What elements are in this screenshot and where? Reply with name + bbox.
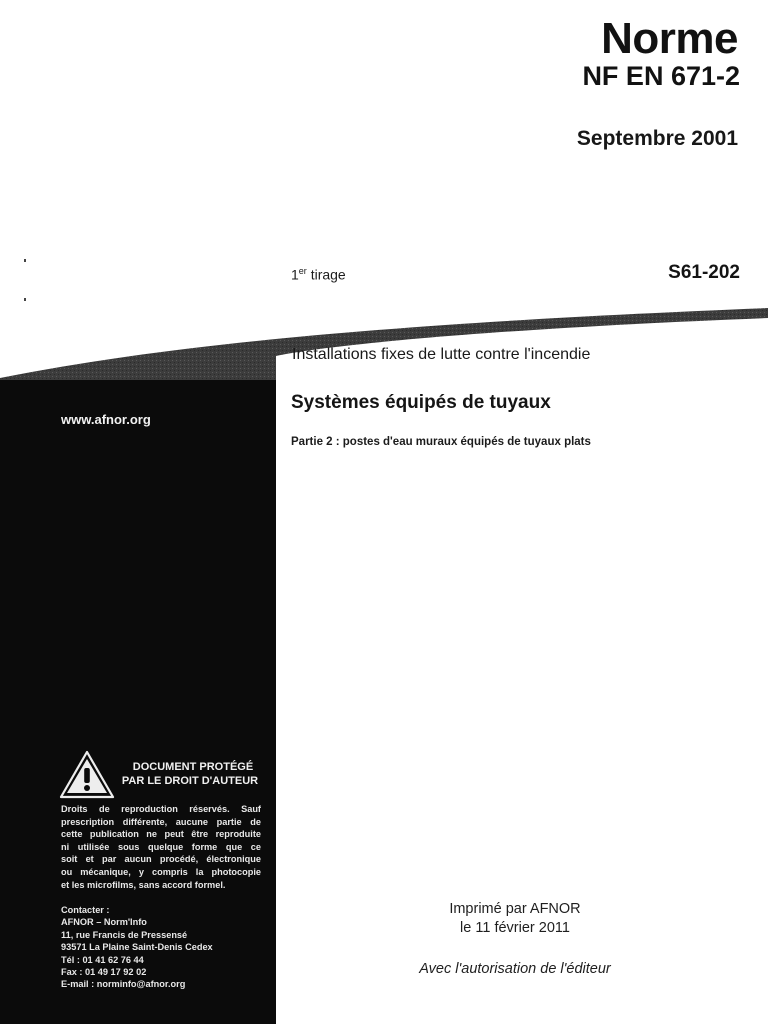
contact-email[interactable]: E-mail : norminfo@afnor.org <box>61 979 186 990</box>
copyright-notice: Droits de reproduction réservés. Sauf prescription différente, aucune partie de cette publication ne peut être reproduite ni utilisée sous quelque forme que ce soit et par aucun procédé, électronique ou mécanique, y compris la photocopie et les microfilms, sans accord formel. <box>61 804 261 890</box>
document-part: Partie 2 : postes d'eau muraux équipés de tuyaux plats <box>291 436 591 448</box>
subject-category: Installations fixes de lutte contre l'incendie <box>292 346 591 363</box>
authorization-note: Avec l'autorisation de l'éditeur <box>419 961 611 977</box>
protection-notice-line1: DOCUMENT PROTÉGÉ <box>132 761 254 773</box>
print-run: 1er tirage <box>291 266 346 283</box>
website-link[interactable]: www.afnor.org <box>61 412 151 427</box>
warning-triangle-icon <box>59 750 115 800</box>
scan-speck <box>24 259 26 262</box>
protection-notice-line2: PAR LE DROIT D'AUTEUR <box>121 775 259 787</box>
printer-info: Imprimé par AFNOR le 11 février 2011 <box>449 901 581 936</box>
contact-block: Contacter : AFNOR – Norm'Info 11, rue Francis de Pressensé 93571 La Plaine Saint-Denis Cedex Tél : 01 41 62 76 44 Fax : 01 49 17 92 02 E-mail : norminfo@afnor.org <box>61 905 213 990</box>
classification-reference: S61-202 <box>668 262 740 283</box>
standard-code: NF EN 671-2 <box>582 61 740 91</box>
norme-label: Norme <box>601 14 738 63</box>
publication-date: Septembre 2001 <box>576 127 738 150</box>
scan-speck <box>24 298 26 301</box>
document-title: Systèmes équipés de tuyaux <box>291 392 551 413</box>
